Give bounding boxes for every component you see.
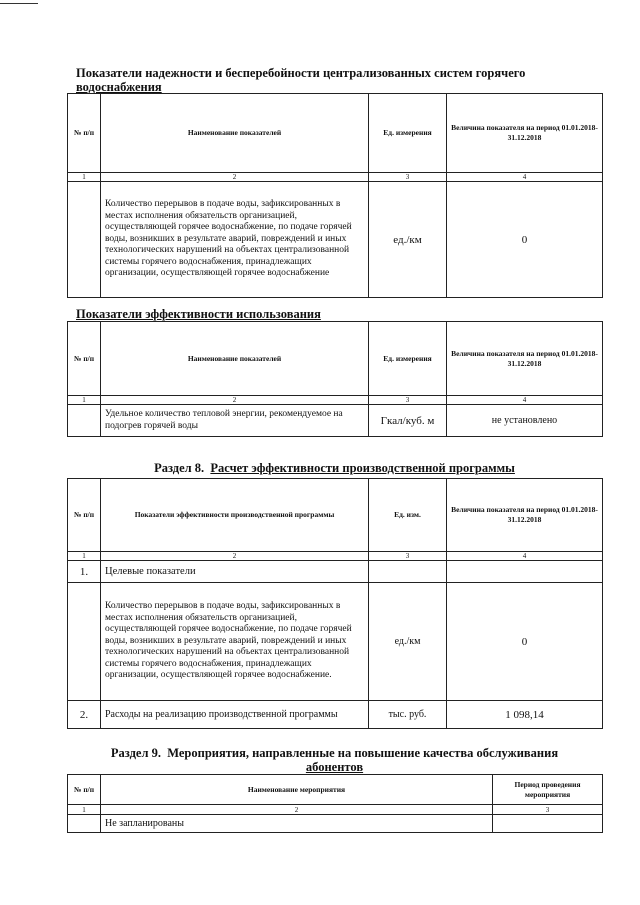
col-name-header: Наименование мероприятия [101,775,493,805]
column-index: 3 [369,552,447,561]
column-index: 4 [447,173,603,182]
efficiency-heading: Показатели эффективности использования [76,307,321,321]
indicator-value: не установлено [447,405,603,437]
col-name-header: Показатели эффективности производственной программы [101,479,369,552]
col-number-header: № п/п [68,775,101,805]
col-value-header: Величина показателя на период 01.01.2018-31.12.2018 [447,94,603,173]
measure-name: Не запланированы [101,815,493,833]
indicator-name: Расходы на реализацию производственной программы [101,701,369,729]
table-row [68,815,603,833]
col-value-header: Величина показателя на период 01.01.2018-31.12.2018 [447,322,603,396]
col-value-header: Величина показателя на период 01.01.2018-31.12.2018 [447,479,603,552]
reliability-heading: Показатели надежности и бесперебойности централизованных систем горячего водоснабжения [76,66,526,94]
section-8-title: Раздел 8. Расчет эффективности производственной программы [154,461,515,475]
reliability-table [67,93,603,298]
indicator-unit: тыс. руб. [369,701,447,729]
col-unit-header: Ед. изм. [369,479,447,552]
column-index: 3 [369,173,447,182]
column-index: 2 [101,552,369,561]
section-9-title: Раздел 9. Мероприятия, направленные на повышение качества обслуживания абонентов [110,746,559,774]
col-name-header: Наименование показателей [101,94,369,173]
col-number-header: № п/п [68,479,101,552]
row-number [68,583,101,701]
corner-mark [0,3,38,4]
col-unit-header: Ед. измерения [369,94,447,173]
table-row [68,405,603,437]
column-index: 1 [68,552,101,561]
indicator-value [447,561,603,583]
column-index: 2 [101,805,493,815]
column-index: 2 [101,396,369,405]
measures-table [67,774,603,833]
measure-period [493,815,603,833]
indicator-name: Удельное количество тепловой энергии, рекомендуемое на подогрев горячей воды [101,405,369,437]
col-number-header: № п/п [68,322,101,396]
column-index: 1 [68,173,101,182]
col-period-header: Период проведения мероприятия [493,775,603,805]
indicator-value: 1 098,14 [447,701,603,729]
efficiency-table [67,321,603,437]
indicator-value: 0 [447,182,603,298]
row-number [68,182,101,298]
indicator-name: Количество перерывов в подаче воды, зафиксированных в местах исполнения обязательств организацией, осуществляющей горячее водоснабжение, по подаче горячей воды, возникших в результате аварий, повреждений и иных технологических нарушений на объектах централизованной системы горячего водоснабжения, принадлежащих организации, осуществляющей горячее водоснабжение [101,182,369,298]
row-number [68,405,101,437]
column-index: 1 [68,396,101,405]
indicator-unit [369,561,447,583]
row-number: 1. [68,561,101,583]
row-number [68,815,101,833]
program-efficiency-table [67,478,603,729]
column-index: 1 [68,805,101,815]
table-row [68,561,603,583]
col-number-header: № п/п [68,94,101,173]
col-name-header: Наименование показателей [101,322,369,396]
column-index: 4 [447,552,603,561]
table-row [68,182,603,298]
column-index: 3 [369,396,447,405]
table-row [68,583,603,701]
indicator-unit: ед./км [369,583,447,701]
column-index: 2 [101,173,369,182]
column-index: 4 [447,396,603,405]
indicator-unit: Гкал/куб. м [369,405,447,437]
indicator-name: Количество перерывов в подаче воды, зафиксированных в местах исполнения обязательств организацией, осуществляющей горячее водоснабжение, по подаче горячей воды, возникших в результате аварий, повреждений и иных технологических нарушений на объектах централизованной системы горячего водоснабжения, принадлежащих организации, осуществляющей горячее водоснабжение. [101,583,369,701]
column-index: 3 [493,805,603,815]
table-row [68,701,603,729]
row-number: 2. [68,701,101,729]
col-unit-header: Ед. измерения [369,322,447,396]
indicator-unit: ед./км [369,182,447,298]
indicator-value: 0 [447,583,603,701]
indicator-name: Целевые показатели [101,561,369,583]
